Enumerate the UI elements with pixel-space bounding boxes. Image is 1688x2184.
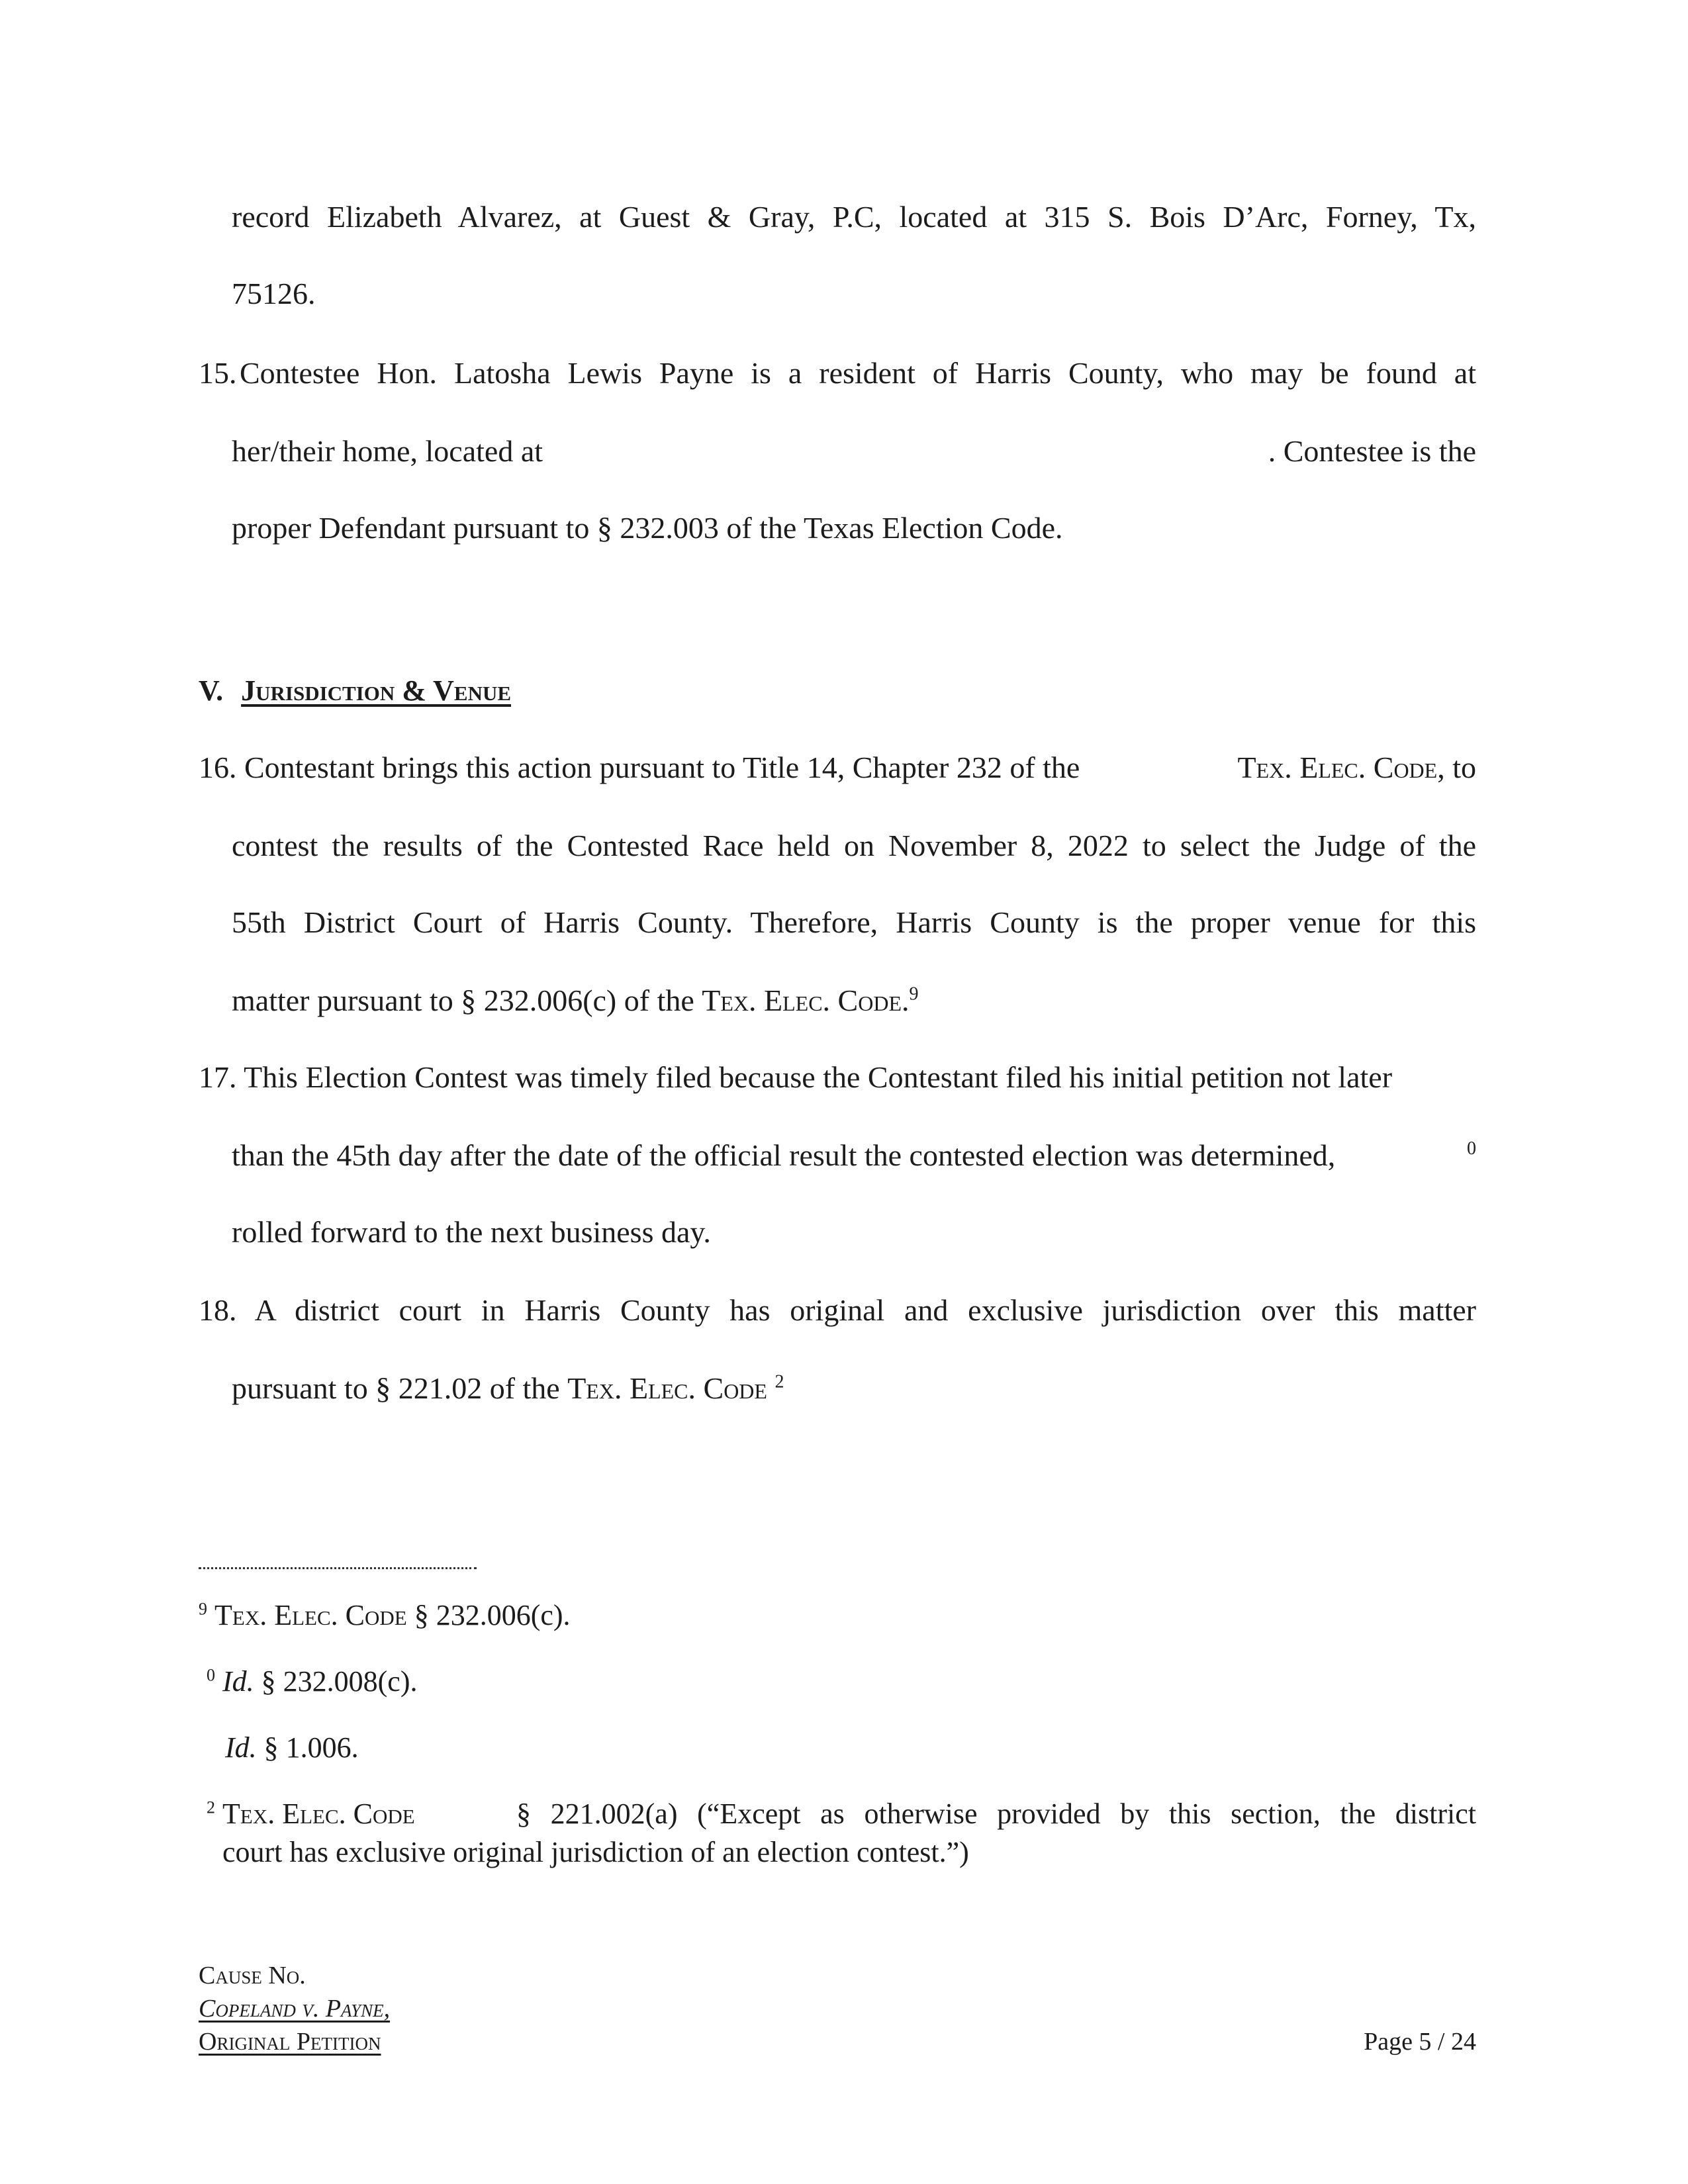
section-title: Jurisdiction & Venue — [241, 674, 512, 707]
paragraph-17-line-3: rolled forward to the next business day. — [232, 1215, 711, 1249]
footnote-11-id: Id. — [225, 1731, 257, 1764]
paragraph-14-line-1: record Elizabeth Alvarez, at Guest & Gray, P.C, located at 315 S. Bois D’Arc, Forney, Tx, — [232, 200, 1476, 234]
footnote-10-id: Id. — [222, 1665, 254, 1698]
footnote-10-text: § 232.008(c). — [254, 1665, 418, 1698]
paragraph-15-line-3: proper Defendant pursuant to § 232.003 of the Texas Election Code. — [232, 511, 1063, 545]
footnote-10-mark: 0 — [207, 1665, 215, 1685]
paragraph-16-line-1-tail: , to — [1437, 751, 1476, 784]
footnote-12-line-1 — [207, 1795, 1476, 1833]
footnote-11 — [225, 1729, 359, 1767]
paragraph-15-number: 15. — [199, 356, 237, 390]
footnote-12-line-2: court has exclusive original jurisdiction of an election contest.”) — [222, 1836, 969, 1868]
paragraph-18-line-1: 18. A district court in Harris County has original and exclusive jurisdiction over this matter — [199, 1293, 1476, 1327]
paragraph-16-line-1-end — [1237, 748, 1476, 788]
paragraph-18-line-2-text: pursuant to § 221.02 of the — [232, 1371, 560, 1405]
footnote-9 — [199, 1596, 571, 1635]
paragraph-15-line-2a: her/their home, located at — [232, 434, 543, 468]
paragraph-16-line-3: 55th District Court of Harris County. Therefore, Harris County is the proper venue for this — [232, 905, 1476, 939]
footnote-ref-9[interactable]: 9 — [909, 983, 919, 1005]
paragraph-16-line-4-text: matter pursuant to § 232.006(c) of the — [232, 983, 694, 1017]
tex-elec-code: Tex. Elec. Code — [702, 983, 902, 1017]
paragraph-17-line-1: 17. This Election Contest was timely filed because the Contestant filed his initial petition not later — [199, 1060, 1393, 1094]
footer-document-title: Original Petition — [199, 2028, 381, 2056]
footnote-9-code: Tex. Elec. Code — [214, 1599, 407, 1631]
footnote-9-text: § 232.006(c). — [406, 1599, 571, 1631]
footnote-11-text: § 1.006. — [256, 1731, 359, 1764]
paragraph-16-line-1 — [199, 748, 1476, 788]
footer-case-name: Copeland v. Payne, — [199, 1995, 391, 2023]
footer-cause-no: Cause No. — [199, 1962, 306, 1989]
paragraph-17-line-2-text: than the 45th day after the date of the official result the contested election was determined, — [232, 1138, 1336, 1172]
footnote-ref-2[interactable]: 2 — [774, 1371, 784, 1392]
footnote-12-lead — [207, 1795, 415, 1833]
paragraph-15-line-2b: . Contestee is the — [1268, 434, 1476, 468]
page-number: Page 5 / 24 — [1364, 2028, 1476, 2056]
paragraph-17-line-2 — [232, 1136, 1476, 1175]
paragraph-16-line-4-period: . — [902, 983, 910, 1017]
section-heading — [199, 671, 511, 711]
paragraph-16-line-2: contest the results of the Contested Race held on November 8, 2022 to select the Judge of the — [232, 829, 1476, 862]
footnote-12-code: Tex. Elec. Code — [222, 1797, 415, 1830]
paragraph-16-line-4 — [232, 981, 919, 1021]
footnote-9-mark: 9 — [199, 1599, 207, 1619]
tex-elec-code: Tex. Elec. Code — [567, 1371, 767, 1405]
section-numeral: V. — [199, 674, 224, 707]
footnote-10 — [207, 1662, 418, 1701]
footnote-ref-0[interactable]: 0 — [1467, 1138, 1476, 1159]
footnote-12-mark: 2 — [207, 1797, 215, 1817]
paragraph-18-line-2 — [232, 1369, 784, 1408]
paragraph-16-line-1-text: 16. Contestant brings this action pursuant to Title 14, Chapter 232 of the — [199, 751, 1080, 784]
paragraph-14-line-2: 75126. — [232, 277, 316, 310]
footnote-separator — [199, 1567, 477, 1569]
footnote-12-text: § 221.002(a) (“Except as otherwise provided by this section, the district — [516, 1797, 1476, 1830]
tex-elec-code: Tex. Elec. Code — [1237, 751, 1438, 784]
paragraph-15-line-1: Contestee Hon. Latosha Lewis Payne is a resident of Harris County, who may be found at — [240, 356, 1476, 390]
